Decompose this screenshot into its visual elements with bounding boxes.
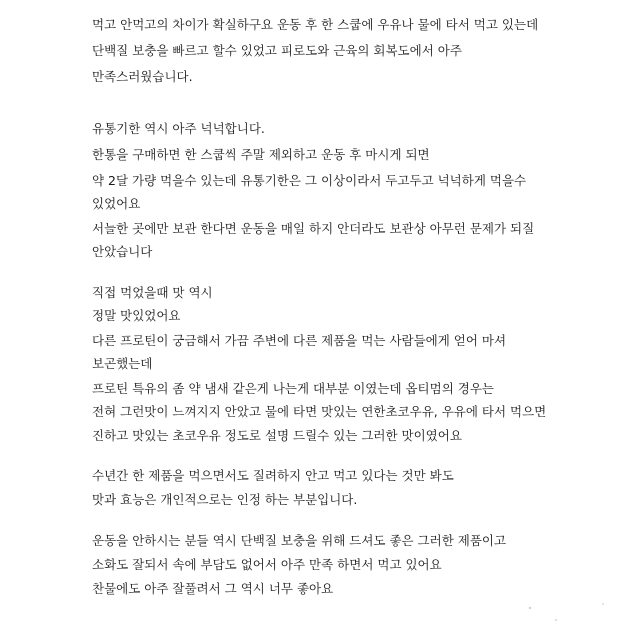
text-line: 전혀 그런맛이 느껴지지 안았고 물에 타면 맛있는 연한초코우유, 우유에 타서 먹으면 (92, 404, 547, 419)
text-line: 보곤했는데 (92, 356, 153, 371)
text-line: 먹고 안먹고의 차이가 확실하구요 운동 후 한 스쿱에 우유나 물에 타서 먹고 있는데 (92, 17, 539, 32)
text-line: 진하고 맛있는 초코우유 정도로 설명 드릴수 있는 그러한 맛이였어요 (92, 428, 462, 443)
text-line: 소화도 잘되서 속에 부담도 없어서 아주 만족 하면서 먹고 있어요 (92, 557, 442, 572)
text-line: 정말 맛있었어요 (92, 308, 181, 323)
text-line: 단백질 보충을 빠르고 할수 있었고 피로도와 근육의 회복도에서 아주 (92, 43, 462, 58)
text-line: 찬물에도 아주 잘풀려서 그 역시 너무 좋아요 (92, 581, 334, 596)
text-line: 만족스러웠습니다. (92, 69, 193, 84)
review-document (92, 0, 640, 640)
text-line: 한통을 구매하면 한 스쿱씩 주말 제외하고 운동 후 마시게 되면 (92, 147, 430, 162)
text-line: 약 2달 가량 먹을수 있는데 유통기한은 그 이상이라서 두고두고 넉넉하게 먹을수 (92, 173, 527, 188)
text-line: 서늘한 곳에만 보관 한다면 운동을 매일 하지 안더라도 보관상 아무런 문제가 되질 (92, 221, 535, 236)
text-line: 유통기한 역시 아주 넉넉합니다. (92, 121, 265, 136)
text-line: 안았습니다 (92, 244, 153, 259)
text-line: 수년간 한 제품을 먹으면서도 질려하지 안고 먹고 있다는 것만 봐도 (92, 468, 454, 483)
text-line: 있었어요 (92, 196, 141, 211)
text-line: 운동을 안하시는 분들 역시 단백질 보충을 위해 드셔도 좋은 그러한 제품이고 (92, 533, 507, 548)
text-line: 맛과 효능은 개인적으로는 인정 하는 부분입니다. (92, 492, 358, 507)
text-line: 다른 프로틴이 궁금해서 가끔 주변에 다른 제품을 먹는 사람들에게 얻어 마셔 (92, 333, 507, 348)
text-line: 프로틴 특유의 좀 약 냄새 같은게 나는게 대부분 이였는데 옵티멈의 경우는 (92, 381, 494, 396)
text-line: 직접 먹었을때 맛 역시 (92, 285, 213, 300)
